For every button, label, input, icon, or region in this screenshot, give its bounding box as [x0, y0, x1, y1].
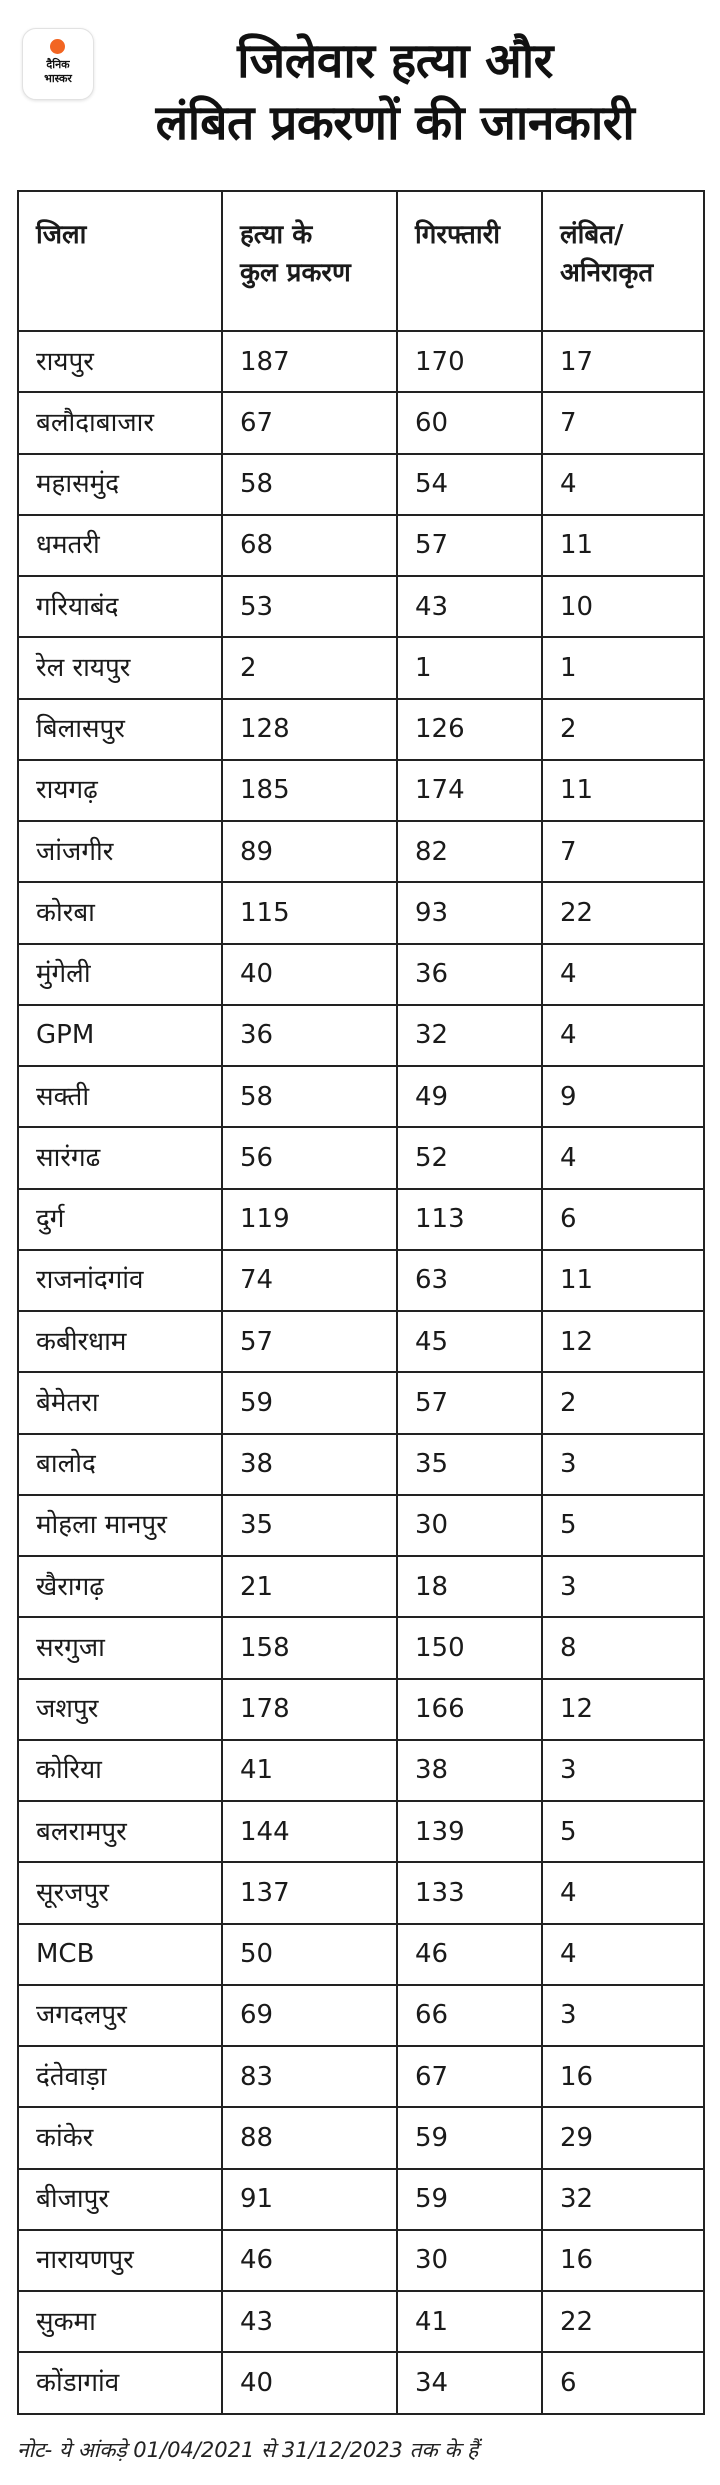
pending-cell: 12	[542, 1311, 704, 1372]
pending-cell: 8	[542, 1617, 704, 1678]
pending-cell: 4	[542, 454, 704, 515]
header-pending: लंबित/ अनिराकृत	[542, 191, 704, 331]
table-row	[18, 1005, 704, 1066]
total-cases-cell: 57	[222, 1311, 397, 1372]
district-cell: सारंगढ	[18, 1127, 222, 1188]
arrests-cell: 82	[397, 821, 542, 882]
header-district: जिला	[18, 191, 222, 331]
total-cases-cell: 119	[222, 1189, 397, 1250]
total-cases-cell: 21	[222, 1556, 397, 1617]
table-row	[18, 1434, 704, 1495]
arrests-cell: 36	[397, 944, 542, 1005]
district-cell: राजनांदगांव	[18, 1250, 222, 1311]
arrests-cell: 57	[397, 515, 542, 576]
arrests-cell: 30	[397, 1495, 542, 1556]
total-cases-cell: 83	[222, 2046, 397, 2107]
arrests-cell: 113	[397, 1189, 542, 1250]
arrests-cell: 139	[397, 1801, 542, 1862]
arrests-cell: 32	[397, 1005, 542, 1066]
table-row	[18, 2352, 704, 2414]
table-row	[18, 1372, 704, 1433]
arrests-cell: 170	[397, 331, 542, 392]
arrests-cell: 150	[397, 1617, 542, 1678]
logo-sun-icon	[50, 39, 65, 54]
pending-cell: 1	[542, 637, 704, 698]
district-cell: कोरबा	[18, 882, 222, 943]
logo-text-line1: दैनिक	[46, 58, 70, 71]
arrests-cell: 174	[397, 760, 542, 821]
total-cases-cell: 53	[222, 576, 397, 637]
arrests-cell: 57	[397, 1372, 542, 1433]
arrests-cell: 59	[397, 2169, 542, 2230]
table-row	[18, 944, 704, 1005]
district-cell: बीजापुर	[18, 2169, 222, 2230]
table-row	[18, 1127, 704, 1188]
title-line1: जिलेवार हत्या और	[237, 33, 553, 89]
total-cases-cell: 67	[222, 392, 397, 453]
footnote: नोट- ये आंकड़े 01/04/2021 से 31/12/2023 तक के हैं	[17, 2438, 479, 2462]
total-cases-cell: 187	[222, 331, 397, 392]
table-row	[18, 637, 704, 698]
table-row	[18, 454, 704, 515]
table-row	[18, 699, 704, 760]
district-cell: रेल रायपुर	[18, 637, 222, 698]
district-cell: धमतरी	[18, 515, 222, 576]
table-row	[18, 1679, 704, 1740]
total-cases-cell: 38	[222, 1434, 397, 1495]
arrests-cell: 54	[397, 454, 542, 515]
page-title	[90, 30, 700, 154]
pending-cell: 5	[542, 1495, 704, 1556]
total-cases-cell: 91	[222, 2169, 397, 2230]
table-row	[18, 1801, 704, 1862]
table-row	[18, 760, 704, 821]
table-row	[18, 1862, 704, 1923]
total-cases-cell: 59	[222, 1372, 397, 1433]
pending-cell: 12	[542, 1679, 704, 1740]
district-cell: मुंगेली	[18, 944, 222, 1005]
district-cell: कोरिया	[18, 1740, 222, 1801]
table-row	[18, 331, 704, 392]
table-row	[18, 392, 704, 453]
total-cases-cell: 128	[222, 699, 397, 760]
district-cell: बलौदाबाजार	[18, 392, 222, 453]
district-cell: GPM	[18, 1005, 222, 1066]
arrests-cell: 38	[397, 1740, 542, 1801]
district-cell: रायगढ़	[18, 760, 222, 821]
header-arrests: गिरफ्तारी	[397, 191, 542, 331]
pending-cell: 3	[542, 1556, 704, 1617]
table-row	[18, 1740, 704, 1801]
arrests-cell: 126	[397, 699, 542, 760]
district-cell: जगदलपुर	[18, 1985, 222, 2046]
pending-cell: 32	[542, 2169, 704, 2230]
district-cell: कबीरधाम	[18, 1311, 222, 1372]
arrests-cell: 30	[397, 2230, 542, 2291]
total-cases-cell: 137	[222, 1862, 397, 1923]
table-row	[18, 1311, 704, 1372]
total-cases-cell: 50	[222, 1924, 397, 1985]
arrests-cell: 60	[397, 392, 542, 453]
total-cases-cell: 43	[222, 2291, 397, 2352]
pending-cell: 4	[542, 1005, 704, 1066]
district-cell: मोहला मानपुर	[18, 1495, 222, 1556]
table-row	[18, 2046, 704, 2107]
arrests-cell: 49	[397, 1066, 542, 1127]
pending-cell: 17	[542, 331, 704, 392]
district-cell: कोंडागांव	[18, 2352, 222, 2414]
district-cell: महासमुंद	[18, 454, 222, 515]
total-cases-cell: 185	[222, 760, 397, 821]
total-cases-cell: 115	[222, 882, 397, 943]
table-row	[18, 2107, 704, 2168]
district-cell: सक्ती	[18, 1066, 222, 1127]
pending-cell: 22	[542, 882, 704, 943]
district-cell: जांजगीर	[18, 821, 222, 882]
arrests-cell: 63	[397, 1250, 542, 1311]
pending-cell: 2	[542, 1372, 704, 1433]
pending-cell: 2	[542, 699, 704, 760]
district-cell: नारायणपुर	[18, 2230, 222, 2291]
total-cases-cell: 56	[222, 1127, 397, 1188]
table-row	[18, 1250, 704, 1311]
pending-cell: 4	[542, 1924, 704, 1985]
table-row	[18, 1556, 704, 1617]
district-cell: बालोद	[18, 1434, 222, 1495]
total-cases-cell: 40	[222, 944, 397, 1005]
pending-cell: 6	[542, 1189, 704, 1250]
arrests-cell: 1	[397, 637, 542, 698]
arrests-cell: 66	[397, 1985, 542, 2046]
district-cell: जशपुर	[18, 1679, 222, 1740]
district-cell: कांकेर	[18, 2107, 222, 2168]
district-cell: दुर्ग	[18, 1189, 222, 1250]
total-cases-cell: 40	[222, 2352, 397, 2414]
total-cases-cell: 178	[222, 1679, 397, 1740]
pending-cell: 9	[542, 1066, 704, 1127]
pending-cell: 16	[542, 2046, 704, 2107]
dainik-bhaskar-logo	[22, 28, 94, 100]
total-cases-cell: 144	[222, 1801, 397, 1862]
pending-cell: 29	[542, 2107, 704, 2168]
pending-cell: 7	[542, 821, 704, 882]
total-cases-cell: 158	[222, 1617, 397, 1678]
district-cell: MCB	[18, 1924, 222, 1985]
table-row	[18, 1066, 704, 1127]
district-cell: खैरागढ़	[18, 1556, 222, 1617]
table-row	[18, 1985, 704, 2046]
arrests-cell: 43	[397, 576, 542, 637]
total-cases-cell: 74	[222, 1250, 397, 1311]
pending-cell: 11	[542, 760, 704, 821]
pending-cell: 7	[542, 392, 704, 453]
arrests-cell: 35	[397, 1434, 542, 1495]
arrests-cell: 67	[397, 2046, 542, 2107]
total-cases-cell: 2	[222, 637, 397, 698]
table-row	[18, 821, 704, 882]
arrests-cell: 34	[397, 2352, 542, 2414]
arrests-cell: 93	[397, 882, 542, 943]
table-row	[18, 1924, 704, 1985]
pending-cell: 11	[542, 515, 704, 576]
district-cell: गरियाबंद	[18, 576, 222, 637]
arrests-cell: 18	[397, 1556, 542, 1617]
pending-cell: 22	[542, 2291, 704, 2352]
pending-cell: 6	[542, 2352, 704, 2414]
table-row	[18, 2169, 704, 2230]
district-cell: सुकमा	[18, 2291, 222, 2352]
district-cell: सरगुजा	[18, 1617, 222, 1678]
pending-cell: 16	[542, 2230, 704, 2291]
table-row	[18, 882, 704, 943]
arrests-cell: 59	[397, 2107, 542, 2168]
arrests-cell: 133	[397, 1862, 542, 1923]
table-row	[18, 2230, 704, 2291]
header-total-cases: हत्या के कुल प्रकरण	[222, 191, 397, 331]
total-cases-cell: 68	[222, 515, 397, 576]
table-row	[18, 576, 704, 637]
district-cases-table	[17, 190, 705, 2415]
total-cases-cell: 69	[222, 1985, 397, 2046]
table-row	[18, 1617, 704, 1678]
arrests-cell: 45	[397, 1311, 542, 1372]
total-cases-cell: 46	[222, 2230, 397, 2291]
pending-cell: 5	[542, 1801, 704, 1862]
pending-cell: 10	[542, 576, 704, 637]
district-cell: बलरामपुर	[18, 1801, 222, 1862]
title-line2: लंबित प्रकरणों की जानकारी	[155, 95, 635, 151]
pending-cell: 4	[542, 1862, 704, 1923]
table-row	[18, 2291, 704, 2352]
district-cell: बेमेतरा	[18, 1372, 222, 1433]
pending-cell: 3	[542, 1985, 704, 2046]
pending-cell: 3	[542, 1740, 704, 1801]
arrests-cell: 41	[397, 2291, 542, 2352]
total-cases-cell: 36	[222, 1005, 397, 1066]
table-row	[18, 1495, 704, 1556]
arrests-cell: 46	[397, 1924, 542, 1985]
table-row	[18, 515, 704, 576]
total-cases-cell: 58	[222, 1066, 397, 1127]
district-cell: बिलासपुर	[18, 699, 222, 760]
arrests-cell: 52	[397, 1127, 542, 1188]
total-cases-cell: 35	[222, 1495, 397, 1556]
total-cases-cell: 41	[222, 1740, 397, 1801]
pending-cell: 11	[542, 1250, 704, 1311]
total-cases-cell: 89	[222, 821, 397, 882]
logo-text-line2: भास्कर	[44, 72, 72, 85]
total-cases-cell: 58	[222, 454, 397, 515]
table-row	[18, 1189, 704, 1250]
district-cell: दंतेवाड़ा	[18, 2046, 222, 2107]
pending-cell: 3	[542, 1434, 704, 1495]
pending-cell: 4	[542, 1127, 704, 1188]
total-cases-cell: 88	[222, 2107, 397, 2168]
arrests-cell: 166	[397, 1679, 542, 1740]
district-cell: रायपुर	[18, 331, 222, 392]
district-cell: सूरजपुर	[18, 1862, 222, 1923]
pending-cell: 4	[542, 944, 704, 1005]
table-header-row	[18, 191, 704, 331]
